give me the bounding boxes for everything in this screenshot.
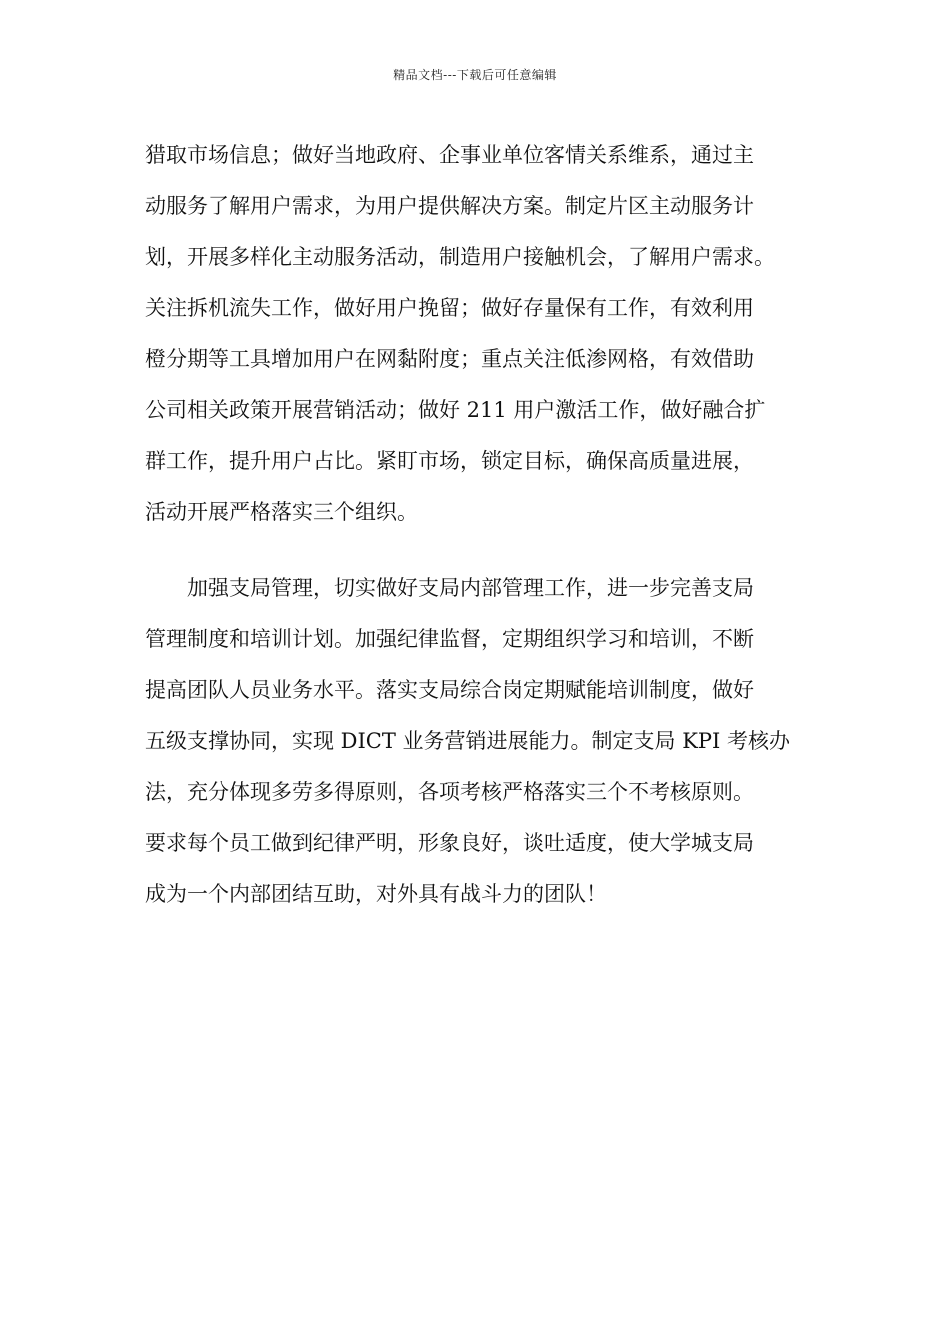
page-header: 精品文档---下载后可任意编辑 xyxy=(393,68,557,82)
text-line: 成为一个内部团结互助，对外具有战斗力的团队！ xyxy=(145,882,607,906)
text-line: 活动开展严格落实三个组织。 xyxy=(145,500,418,524)
text-line: 关注拆机流失工作，做好用户挽留；做好存量保有工作，有效利用 xyxy=(145,296,754,320)
text-line: 五级支撑协同，实现 DICT 业务营销进展能力。制定支局 KPI 考核办 xyxy=(145,729,791,753)
text-line: 划，开展多样化主动服务活动，制造用户接触机会，了解用户需求。 xyxy=(145,245,775,269)
paragraph-2 xyxy=(145,563,825,920)
text-line: 群工作，提升用户占比。紧盯市场，锁定目标，确保高质量进展， xyxy=(145,449,754,473)
text-line: 加强支局管理，切实做好支局内部管理工作，进一步完善支局 xyxy=(145,576,754,600)
paragraph-spacer xyxy=(145,538,825,563)
text-line: 动服务了解用户需求，为用户提供解决方案。制定片区主动服务计 xyxy=(145,194,754,218)
document-body xyxy=(145,130,825,920)
text-line: 要求每个员工做到纪律严明，形象良好，谈吐适度，使大学城支局 xyxy=(145,831,754,855)
text-line: 提高团队人员业务水平。落实支局综合岗定期赋能培训制度，做好 xyxy=(145,678,754,702)
text-line: 猎取市场信息；做好当地政府、企事业单位客情关系维系，通过主 xyxy=(145,143,754,167)
text-line: 橙分期等工具增加用户在网黏附度；重点关注低渗网格，有效借助 xyxy=(145,347,754,371)
text-line: 法，充分体现多劳多得原则，各项考核严格落实三个不考核原则。 xyxy=(145,780,754,804)
paragraph-1 xyxy=(145,130,825,538)
text-line: 公司相关政策开展营销活动；做好 211 用户激活工作，做好融合扩 xyxy=(145,398,766,422)
text-line: 管理制度和培训计划。加强纪律监督，定期组织学习和培训，不断 xyxy=(145,627,754,651)
